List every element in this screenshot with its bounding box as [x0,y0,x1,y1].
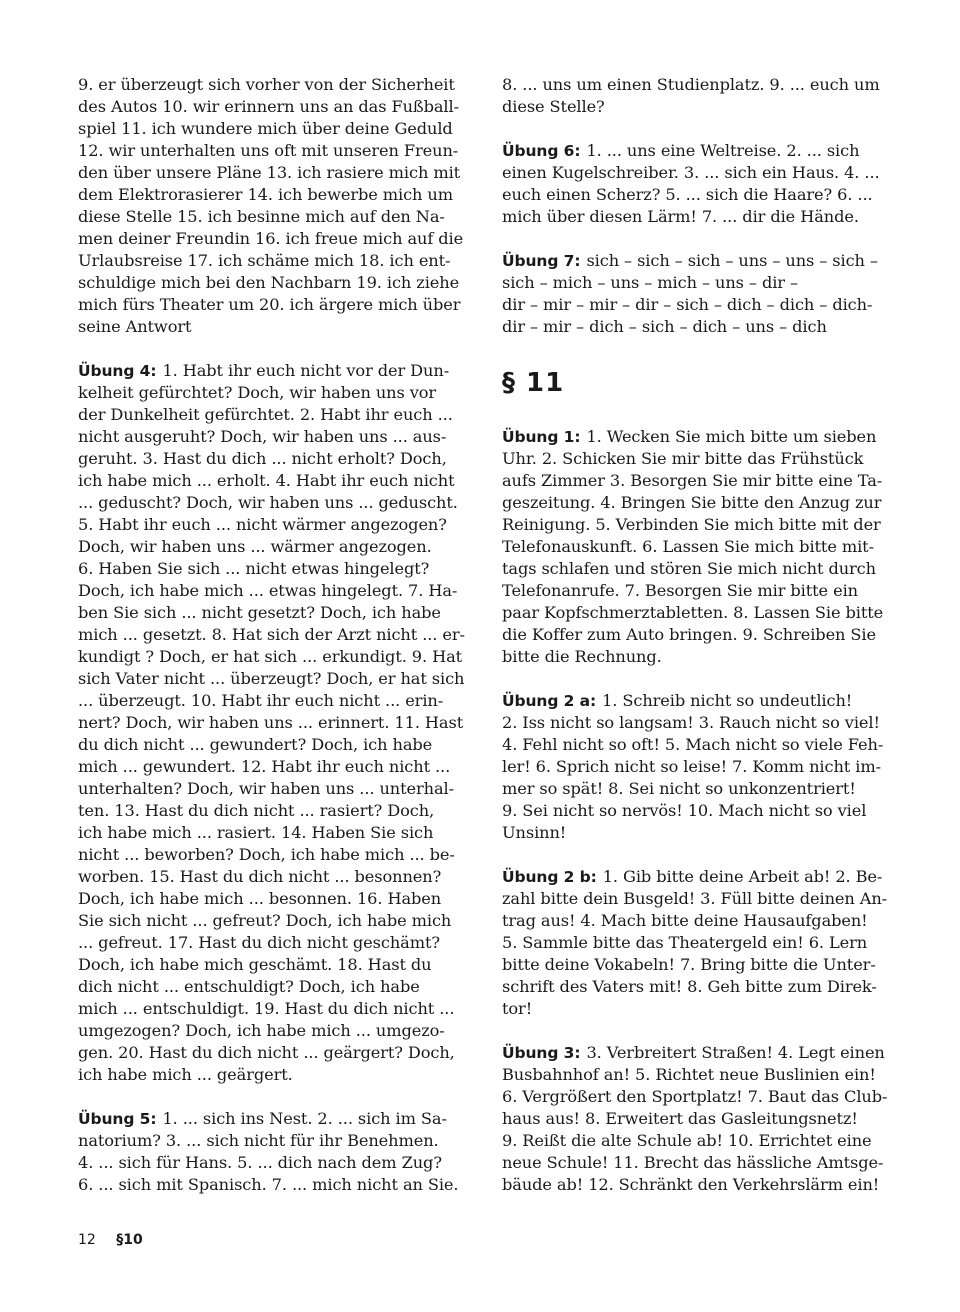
s11-uebung-2b [502,866,906,1020]
line-text: umgezogen? Doch, ich habe mich ... umgezo- [78,1021,445,1040]
line-text: Doch, ich habe mich ... etwas hingelegt. 7. Ha- [78,581,458,600]
text-line [502,734,906,756]
text-line [78,1174,482,1196]
line-text: Sie sich nicht ... gefreut? Doch, ich habe mich [78,911,452,930]
text-line [78,1130,482,1152]
exercise-uebung-7 [502,250,906,338]
text-line [78,1152,482,1174]
right-column [502,74,906,1218]
text-line [78,712,482,734]
text-line [502,140,906,162]
text-line [78,866,482,888]
line-text: tor! [502,999,533,1018]
text-line [502,316,906,338]
line-text: tags schlafen und stören Sie mich nicht durch [502,559,876,578]
line-text: worben. 15. Hast du dich nicht ... besonnen? [78,867,442,886]
line-text: 5. Habt ihr euch ... nicht wärmer angezogen? [78,515,447,534]
text-line [78,998,482,1020]
text-line [502,1108,906,1130]
text-line [502,558,906,580]
text-line [502,448,906,470]
text-line [78,932,482,954]
text-line [78,536,482,558]
line-text: Busbahnhof an! 5. Richtet neue Buslinien ein! [502,1065,876,1084]
text-line [502,184,906,206]
text-line [78,162,482,184]
line-text: 4. Fehl nicht so oft! 5. Mach nicht so viele Feh- [502,735,884,754]
line-text: sich – mich – uns – mich – uns – dir – [502,273,798,292]
exercise-label: Übung 2 b: [502,868,597,886]
text-line [502,690,906,712]
text-line [502,888,906,910]
line-text: Unsinn! [502,823,567,842]
line-text: ich habe mich ... geärgert. [78,1065,293,1084]
s11-uebung-3 [502,1042,906,1196]
text-line [78,448,482,470]
exercise-uebung-4 [78,360,482,1086]
text-line [502,426,906,448]
text-line [502,250,906,272]
line-text: mer so spät! 8. Sei nicht so unkonzentriert! [502,779,856,798]
line-text: 5. Sammle bitte das Theatergeld ein! 6. Lern [502,933,868,952]
left-column [78,74,482,1218]
text-line [502,294,906,316]
line-text: 12. wir unterhalten uns oft mit unseren Freun- [78,141,459,160]
text-line [502,74,906,96]
exercise-uebung-5 [78,1108,482,1196]
text-line [78,360,482,382]
line-text: schuldige mich bei den Nachbarn 19. ich ziehe [78,273,460,292]
line-text: 1. ... sich ins Nest. 2. ... sich im Sa- [162,1109,447,1128]
line-text: ler! 6. Sprich nicht so leise! 7. Komm nicht im- [502,757,881,776]
text-line [78,514,482,536]
line-text: mich über diesen Lärm! 7. ... dir die Hände. [502,207,859,226]
line-text: ich habe mich ... erholt. 4. Habt ihr euch nicht [78,471,455,490]
text-line [502,96,906,118]
text-line [502,272,906,294]
exercise-uebung-6 [502,140,906,228]
text-line [78,1020,482,1042]
line-text: 1. ... uns eine Weltreise. 2. ... sich [586,141,860,160]
page-number: 12 [78,1232,96,1248]
text-line [502,866,906,888]
text-line [78,734,482,756]
exercise-continuation [78,74,482,338]
text-line [78,976,482,998]
text-line [502,910,906,932]
text-line [502,1064,906,1086]
text-line [502,822,906,844]
line-text: geszeitung. 4. Bringen Sie bitte den Anzug zur [502,493,882,512]
line-text: natorium? 3. ... sich nicht für ihr Benehmen. [78,1131,439,1150]
text-line [78,96,482,118]
text-line [502,1042,906,1064]
text-line [502,1152,906,1174]
text-line [78,140,482,162]
text-line [502,1130,906,1152]
line-text: bitte die Rechnung. [502,647,662,666]
line-text: 1. Habt ihr euch nicht vor der Dun- [162,361,450,380]
text-line [78,294,482,316]
line-text: Doch, ich habe mich ... besonnen. 16. Haben [78,889,442,908]
line-text: nicht ... beworben? Doch, ich habe mich ... be- [78,845,455,864]
exercise-continuation-right [502,74,906,118]
line-text: bäude ab! 12. Schränkt den Verkehrslärm ein! [502,1175,880,1194]
line-text: Telefonanrufe. 7. Besorgen Sie mir bitte ein [502,581,858,600]
text-line [78,1064,482,1086]
text-line [78,602,482,624]
line-text: mich ... gewundert. 12. Habt ihr euch nicht ... [78,757,451,776]
line-text: seine Antwort [78,317,192,336]
line-text: dir – mir – mir – dir – sich – dich – dich – dich- [502,295,873,314]
text-line [78,668,482,690]
text-line [502,800,906,822]
section-heading: § 11 [502,368,565,398]
text-line [502,492,906,514]
line-text: Urlaubsreise 17. ich schäme mich 18. ich ent- [78,251,451,270]
line-text: sich – sich – sich – uns – uns – sich – [586,251,878,270]
line-text: den über unsere Pläne 13. ich rasiere mich mit [78,163,461,182]
line-text: spiel 11. ich wundere mich über deine Geduld [78,119,453,138]
line-text: 3. Verbreitert Straßen! 4. Legt einen [586,1043,885,1062]
s11-uebung-2a [502,690,906,844]
text-line [78,844,482,866]
line-text: diese Stelle? [502,97,605,116]
text-line [502,976,906,998]
text-line [78,558,482,580]
text-line [502,756,906,778]
text-line [502,954,906,976]
page-footer [78,1232,143,1248]
line-text: schrift des Vaters mit! 8. Geh bitte zum Direk- [502,977,877,996]
exercise-label: Übung 6: [502,142,581,160]
line-text: ten. 13. Hast du dich nicht ... rasiert? Doch, [78,801,435,820]
line-text: einen Kugelschreiber. 3. ... sich ein Haus. 4. ... [502,163,880,182]
text-line [78,492,482,514]
text-line [502,646,906,668]
exercise-label: Übung 3: [502,1044,581,1062]
line-text: Doch, wir haben uns ... wärmer angezogen. [78,537,432,556]
line-text: bitte deine Vokabeln! 7. Bring bitte die Unter- [502,955,876,974]
line-text: geruht. 3. Hast du dich ... nicht erholt? Doch, [78,449,447,468]
line-text: dich nicht ... entschuldigt? Doch, ich habe [78,977,420,996]
line-text: gen. 20. Hast du dich nicht ... geärgert? Doch, [78,1043,455,1062]
line-text: diese Stelle 15. ich besinne mich auf den Na- [78,207,445,226]
line-text: dir – mir – dich – sich – dich – uns – dich [502,317,827,336]
line-text: 9. Sei nicht so nervös! 10. Mach nicht so viel [502,801,867,820]
line-text: euch einen Scherz? 5. ... sich die Haare? 6. ... [502,185,873,204]
text-line [78,206,482,228]
line-text: mich ... gesetzt. 8. Hat sich der Arzt nicht ... er- [78,625,465,644]
line-text: 6. Vergrößert den Sportplatz! 7. Baut das Club- [502,1087,888,1106]
text-line [78,778,482,800]
text-line [78,910,482,932]
line-text: Uhr. 2. Schicken Sie mir bitte das Frühstück [502,449,864,468]
line-text: 1. Schreib nicht so undeutlich! [602,691,853,710]
line-text: kelheit gefürchtet? Doch, wir haben uns vor [78,383,437,402]
text-line [78,426,482,448]
text-line [78,382,482,404]
line-text: kundigt ? Doch, er hat sich ... erkundigt. 9. Hat [78,647,463,666]
line-text: men deiner Freundin 16. ich freue mich auf die [78,229,464,248]
text-line [502,712,906,734]
text-line [78,316,482,338]
line-text: des Autos 10. wir erinnern uns an das Fußball- [78,97,459,116]
line-text: zahl bitte dein Busgeld! 3. Füll bitte deinen An- [502,889,888,908]
text-line [78,822,482,844]
line-text: dem Elektrorasierer 14. ich bewerbe mich um [78,185,454,204]
text-line [78,404,482,426]
line-text: 1. Wecken Sie mich bitte um sieben [586,427,877,446]
line-text: 1. Gib bitte deine Arbeit ab! 2. Be- [602,867,883,886]
line-text: 4. ... sich für Hans. 5. ... dich nach dem Zug? [78,1153,442,1172]
text-line [78,624,482,646]
exercise-label: Übung 7: [502,252,581,270]
line-text: neue Schule! 11. Brecht das hässliche Amtsge- [502,1153,884,1172]
footer-section: §10 [116,1232,143,1248]
line-text: 8. ... uns um einen Studienplatz. 9. ... euch um [502,75,880,94]
text-line [78,184,482,206]
text-line [78,580,482,602]
line-text: Telefonauskunft. 6. Lassen Sie mich bitte mit- [502,537,874,556]
line-text: nicht ausgeruht? Doch, wir haben uns ... aus- [78,427,447,446]
line-text: 6. ... sich mit Spanisch. 7. ... mich nicht an Sie. [78,1175,459,1194]
line-text: ... überzeugt. 10. Habt ihr euch nicht ... erin- [78,691,444,710]
text-line [78,690,482,712]
text-line [502,1174,906,1196]
text-line [78,800,482,822]
line-text: trag aus! 4. Mach bitte deine Hausaufgaben! [502,911,868,930]
line-text: der Dunkelheit gefürchtet. 2. Habt ihr euch ... [78,405,453,424]
line-text: 9. er überzeugt sich vorher von der Sicherheit [78,75,455,94]
text-line [78,888,482,910]
line-text: sich Vater nicht ... überzeugt? Doch, er hat sich [78,669,465,688]
line-text: ben Sie sich ... nicht gesetzt? Doch, ich habe [78,603,441,622]
text-line [78,272,482,294]
text-line [78,756,482,778]
text-line [78,1108,482,1130]
exercise-label: Übung 4: [78,362,157,380]
exercise-label: Übung 1: [502,428,581,446]
line-text: mich fürs Theater um 20. ich ärgere mich über [78,295,461,314]
text-line [502,536,906,558]
text-line [502,580,906,602]
text-line [78,74,482,96]
line-text: unterhalten? Doch, wir haben uns ... unterhal- [78,779,454,798]
text-line [502,1086,906,1108]
line-text: Doch, ich habe mich geschämt. 18. Hast du [78,955,432,974]
line-text: du dich nicht ... gewundert? Doch, ich habe [78,735,433,754]
text-line [502,514,906,536]
text-line [78,954,482,976]
line-text: haus aus! 8. Erweitert das Gasleitungsnetz! [502,1109,858,1128]
exercise-label: Übung 5: [78,1110,157,1128]
line-text: mich ... entschuldigt. 19. Hast du dich nicht ... [78,999,455,1018]
text-line [502,602,906,624]
line-text: 9. Reißt die alte Schule ab! 10. Errichtet eine [502,1131,872,1150]
line-text: ... geduscht? Doch, wir haben uns ... geduscht. [78,493,458,512]
text-line [78,228,482,250]
line-text: aufs Zimmer 3. Besorgen Sie mir bitte eine Ta- [502,471,883,490]
text-line [502,624,906,646]
line-text: Reinigung. 5. Verbinden Sie mich bitte mit der [502,515,881,534]
text-line [502,206,906,228]
line-text: ... gefreut. 17. Hast du dich nicht geschämt? [78,933,440,952]
line-text: nert? Doch, wir haben uns ... erinnert. 11. Hast [78,713,464,732]
text-line [502,470,906,492]
line-text: paar Kopfschmerztabletten. 8. Lassen Sie bitte [502,603,884,622]
line-text: 6. Haben Sie sich ... nicht etwas hingelegt? [78,559,430,578]
text-line [502,778,906,800]
exercise-label: Übung 2 a: [502,692,597,710]
line-text: die Koffer zum Auto bringen. 9. Schreiben Sie [502,625,876,644]
text-line [502,932,906,954]
s11-uebung-1 [502,426,906,668]
line-text: ich habe mich ... rasiert. 14. Haben Sie sich [78,823,434,842]
text-line [78,646,482,668]
text-line [78,250,482,272]
text-line [502,998,906,1020]
text-line [502,162,906,184]
text-line [78,470,482,492]
text-line [78,118,482,140]
text-line [78,1042,482,1064]
line-text: 2. Iss nicht so langsam! 3. Rauch nicht so viel! [502,713,880,732]
